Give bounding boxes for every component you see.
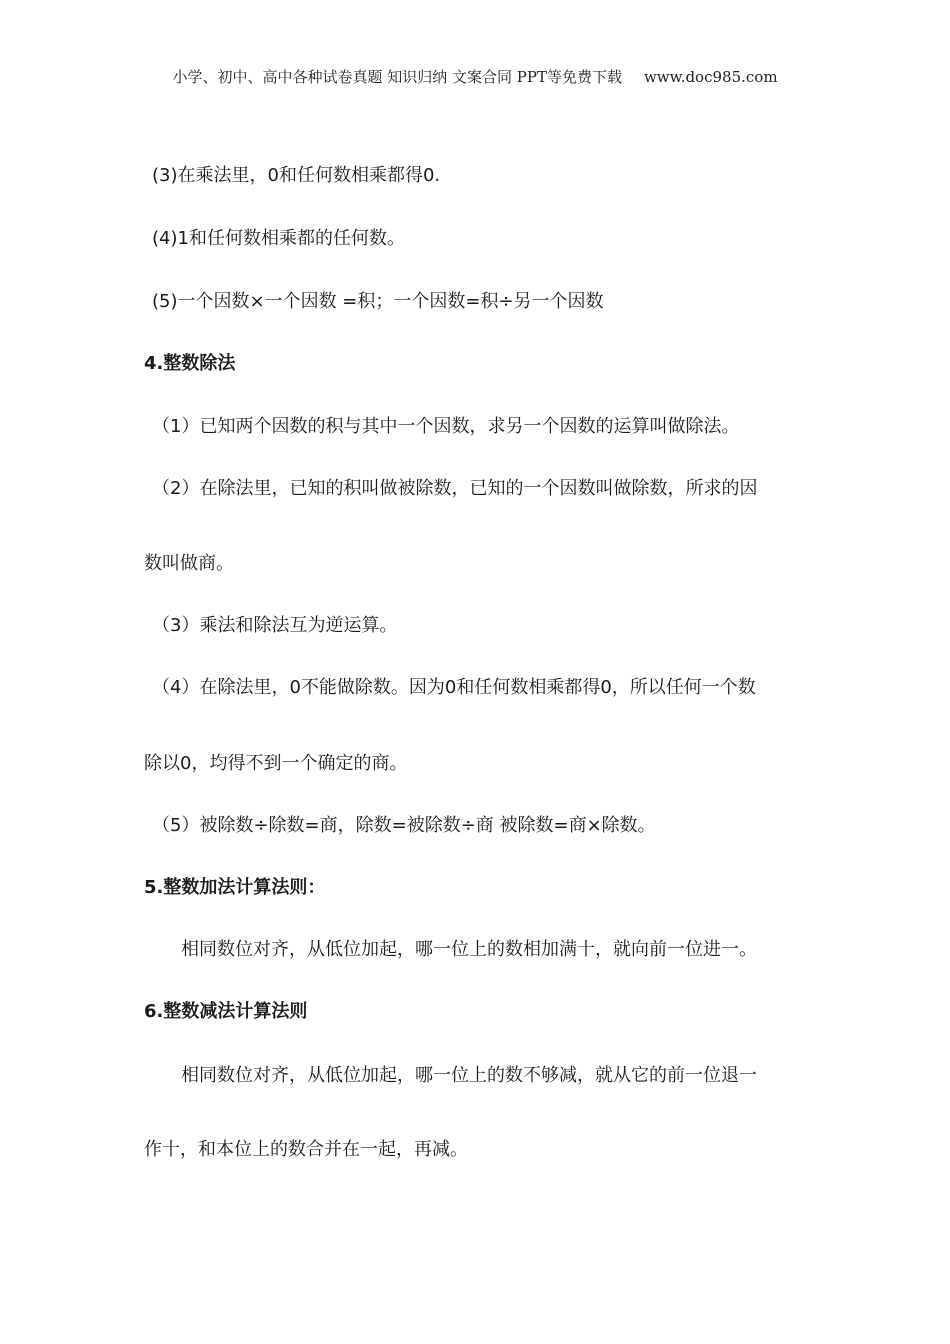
header-site-url: www.doc985.com — [643, 68, 778, 86]
text-line: (4)1和任何数相乘都的任何数。 — [152, 228, 405, 249]
text-line: (3)在乘法里，0和任何数相乘都得0. — [152, 165, 441, 186]
text-line: 作十，和本位上的数合并在一起，再减。 — [144, 1139, 468, 1160]
text-line: （1）已知两个因数的积与其中一个因数，求另一个因数的运算叫做除法。 — [152, 416, 740, 437]
text-line: (5)一个因数×一个因数 =积；一个因数=积÷另一个因数 — [152, 291, 604, 312]
page-header — [0, 66, 950, 87]
text-line: 相同数位对齐，从低位加起，哪一位上的数不够减，就从它的前一位退一 — [181, 1065, 757, 1086]
text-line: 除以0，均得不到一个确定的商。 — [144, 753, 408, 774]
section-heading: 5.整数加法计算法则： — [144, 877, 326, 898]
text-line: 数叫做商。 — [144, 553, 234, 574]
text-line: （5）被除数÷除数=商，除数=被除数÷商 被除数=商×除数。 — [152, 815, 656, 836]
section-heading: 4.整数除法 — [144, 353, 236, 374]
section-heading: 6.整数减法计算法则 — [144, 1001, 308, 1022]
text-line: （2）在除法里，已知的积叫做被除数，已知的一个因数叫做除数，所求的因 — [152, 478, 758, 499]
header-text: 小学、初中、高中各种试卷真题 知识归纳 文案合同 PPT等免费下载 — [172, 68, 622, 86]
text-line: （4）在除法里，0不能做除数。因为0和任何数相乘都得0，所以任何一个数 — [152, 677, 756, 698]
text-line: 相同数位对齐，从低位加起，哪一位上的数相加满十，就向前一位进一。 — [181, 939, 757, 960]
text-line: （3）乘法和除法互为逆运算。 — [152, 615, 398, 636]
